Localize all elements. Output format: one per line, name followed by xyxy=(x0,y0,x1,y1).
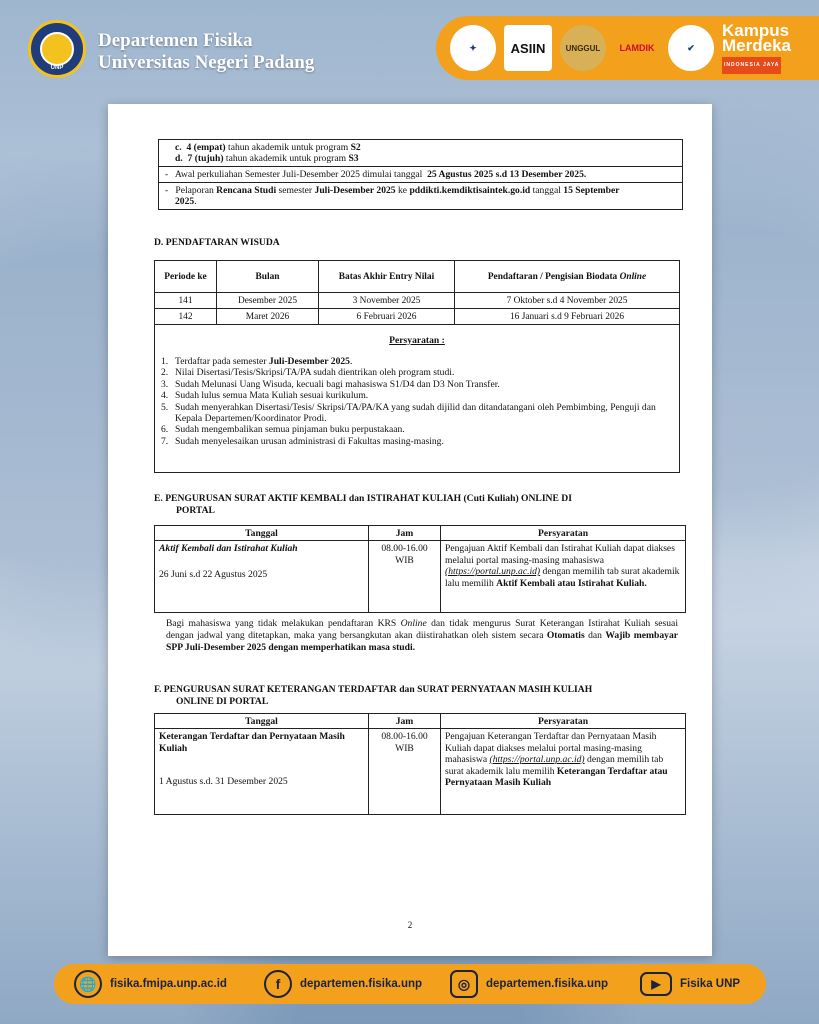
col-bulan: Bulan xyxy=(217,261,319,293)
unp-logo: UNP xyxy=(28,20,86,78)
item-c: c. 4 (empat) tahun akademik untuk program S2 xyxy=(175,142,361,153)
cuti-note: Bagi mahasiswa yang tidak melakukan pendaftaran KRS Online dan tidak mengurus Surat Keterangan Istirahat Kuliah sesuai dengan jadwal yang ditetapkan, maka yang bersangkutan akan diistirahatkan oleh sistem secara Otomatis dan Wajib membayar SPP Juli-Desember 2025 dengan memperhatikan masa studi. xyxy=(166,618,678,653)
section-f-title: F. PENGURUSAN SURAT KETERANGAN TERDAFTAR dan SURAT PERNYATAAN MASIH KULIAH ONLINE DI PORTAL xyxy=(154,684,593,707)
lamdik-logo: LAMDIK xyxy=(619,43,655,53)
table-row: Aktif Kembali dan Istirahat Kuliah 26 Juni s.d 22 Agustus 2025 08.00-16.00 WIB Pengajuan Aktif Kembali dan Istirahat Kuliah dapat diakses melalui portal masing-masing mahasiswa (https://portal.unp.ac.id) dengan memilih tab surat akademik lalu memilih Aktif Kembali atau Istirahat Kuliah. xyxy=(155,541,686,613)
section-d-title: D. PENDAFTARAN WISUDA xyxy=(154,237,280,248)
kampus-merdeka-logo: Kampus Merdeka INDONESIA JAYA xyxy=(722,23,818,74)
cuti-requirement: Pengajuan Aktif Kembali dan Istirahat Kuliah dapat diakses melalui portal masing-masing mahasiswa (https://portal.unp.ac.id) dengan memilih tab surat akademik lalu memilih Aktif Kembali atau Istirahat Kuliah. xyxy=(441,541,686,613)
section-e-title: E. PENGURUSAN SURAT AKTIF KEMBALI dan ISTIRAHAT KULIAH (Cuti Kuliah) ONLINE DI PORTAL xyxy=(154,493,572,516)
table-row: Keterangan Terdaftar dan Pernyataan Masih Kuliah 1 Agustus s.d. 31 Desember 2025 08.00-16.00 WIB Pengajuan Keterangan Terdaftar dan Pernyataan Masih Kuliah dapat diakses melalui portal masing-masing mahasiswa (https://portal.unp.ac.id) dengan memilih tab surat akademik lalu memilih Keterangan Terdaftar atau Pernyataan Masih Kuliah xyxy=(155,729,686,815)
table-row: 142 Maret 2026 6 Februari 2026 16 Januari s.d 9 Februari 2026 xyxy=(155,309,680,325)
youtube-icon: ▶ xyxy=(640,972,672,996)
website-link[interactable]: 🌐 fisika.fmipa.unp.ac.id xyxy=(74,970,227,998)
page-number: 2 xyxy=(407,920,413,930)
wisuda-table xyxy=(154,260,680,325)
globe-icon: 🌐 xyxy=(74,970,102,998)
document-page xyxy=(108,104,712,956)
row-awal-perkuliahan: - Awal perkuliahan Semester Juli-Desember 2025 dimulai tanggal 25 Agustus 2025 s.d 13 Desember 2025. xyxy=(159,167,683,183)
col-pendaftaran: Pendaftaran / Pengisian Biodata Online xyxy=(455,261,680,293)
facebook-link[interactable]: f departemen.fisika.unp xyxy=(264,970,422,998)
instagram-icon: ◎ xyxy=(450,970,478,998)
requirements-box xyxy=(154,323,680,473)
list-item: 5. Sudah menyerahkan Disertasi/Tesis/ Skripsi/TA/PA/KA yang sudah dijilid dan ditandatangani oleh Pembimbing, Penguji dan Kepala Departemen/Koordinator Prodi. xyxy=(161,401,656,425)
portal-link[interactable]: (https://portal.unp.ac.id) xyxy=(445,566,541,577)
footer xyxy=(54,964,766,1004)
item-d: d. 7 (tujuh) tahun akademik untuk program S3 xyxy=(175,153,359,164)
terdaftar-table: Tanggal Jam Persyaratan Keterangan Terdaftar dan Pernyataan Masih Kuliah 1 Agustus s.d. 31 Desember 2025 08.00-16.00 WIB Pengajuan Keterangan Terdaftar dan Pernyataan Masih Kuliah dapat diakses melalui portal masing-masing mahasiswa (https://portal.unp.ac.id) dengan memilih tab surat akademik lalu memilih Keterangan Terdaftar atau Pernyataan Masih Kuliah xyxy=(154,713,686,815)
header xyxy=(0,0,819,90)
col-periode: Periode ke xyxy=(155,261,217,293)
dept-line-1: Departemen Fisika xyxy=(98,30,253,51)
cuti-table: Tanggal Jam Persyaratan Aktif Kembali dan Istirahat Kuliah 26 Juni s.d 22 Agustus 2025 08.00-16.00 WIB Pengajuan Aktif Kembali dan Istirahat Kuliah dapat diakses melalui portal masing-masing mahasiswa (https://portal.unp.ac.id) dengan memilih tab surat akademik lalu memilih Aktif Kembali atau Istirahat Kuliah. xyxy=(154,525,686,613)
asiin-logo: ASIIN xyxy=(504,25,552,71)
kemendikbud-logo: ✔ xyxy=(668,25,714,71)
youtube-link[interactable]: ▶ Fisika UNP xyxy=(640,972,740,996)
list-item: 2. Nilai Disertasi/Tesis/Skripsi/TA/PA sudah dientrikan oleh program studi. xyxy=(161,367,455,379)
instagram-link[interactable]: ◎ departemen.fisika.unp xyxy=(450,970,608,998)
department-title xyxy=(98,30,314,74)
row-pelaporan: - Pelaporan Rencana Studi semester Juli-Desember 2025 ke pddikti.kemdiktisaintek.go.id tanggal 15 September 2025. xyxy=(159,183,683,210)
dept-line-2: Universitas Negeri Padang xyxy=(98,52,315,73)
list-item: 1. Terdaftar pada semester Juli-Desember 2025. xyxy=(161,356,353,367)
facebook-icon: f xyxy=(264,970,292,998)
list-item: 3. Sudah Melunasi Uang Wisuda, kecuali bagi mahasiswa S1/D4 dan D3 Non Transfer. xyxy=(161,378,500,390)
requirements-list xyxy=(161,356,673,447)
list-item: 7. Sudah menyelesaikan urusan administrasi di Fakultas masing-masing. xyxy=(161,435,444,447)
requirements-title: Persyaratan : xyxy=(389,335,445,346)
tut-wuri-handayani-logo: ✦ xyxy=(450,25,496,71)
col-batas: Batas Akhir Entry Nilai xyxy=(319,261,455,293)
list-item: 4. Sudah lulus semua Mata Kuliah sesuai kurikulum. xyxy=(161,390,369,402)
terdaftar-requirement: Pengajuan Keterangan Terdaftar dan Pernyataan Masih Kuliah dapat diakses melalui portal masing-masing mahasiswa (https://portal.unp.ac.id) dengan memilih tab surat akademik lalu memilih Keterangan Terdaftar atau Pernyataan Masih Kuliah xyxy=(441,729,686,815)
table-row: 141 Desember 2025 3 November 2025 7 Oktober s.d 4 November 2025 xyxy=(155,293,680,309)
unggul-logo: UNGGUL xyxy=(560,25,606,71)
portal-link[interactable]: (https://portal.unp.ac.id) xyxy=(489,754,585,765)
top-box-table xyxy=(158,139,683,210)
list-item: 6. Sudah mengembalikan semua pinjaman buku perpustakaan. xyxy=(161,424,405,436)
accreditation-logo-bar xyxy=(436,16,819,80)
